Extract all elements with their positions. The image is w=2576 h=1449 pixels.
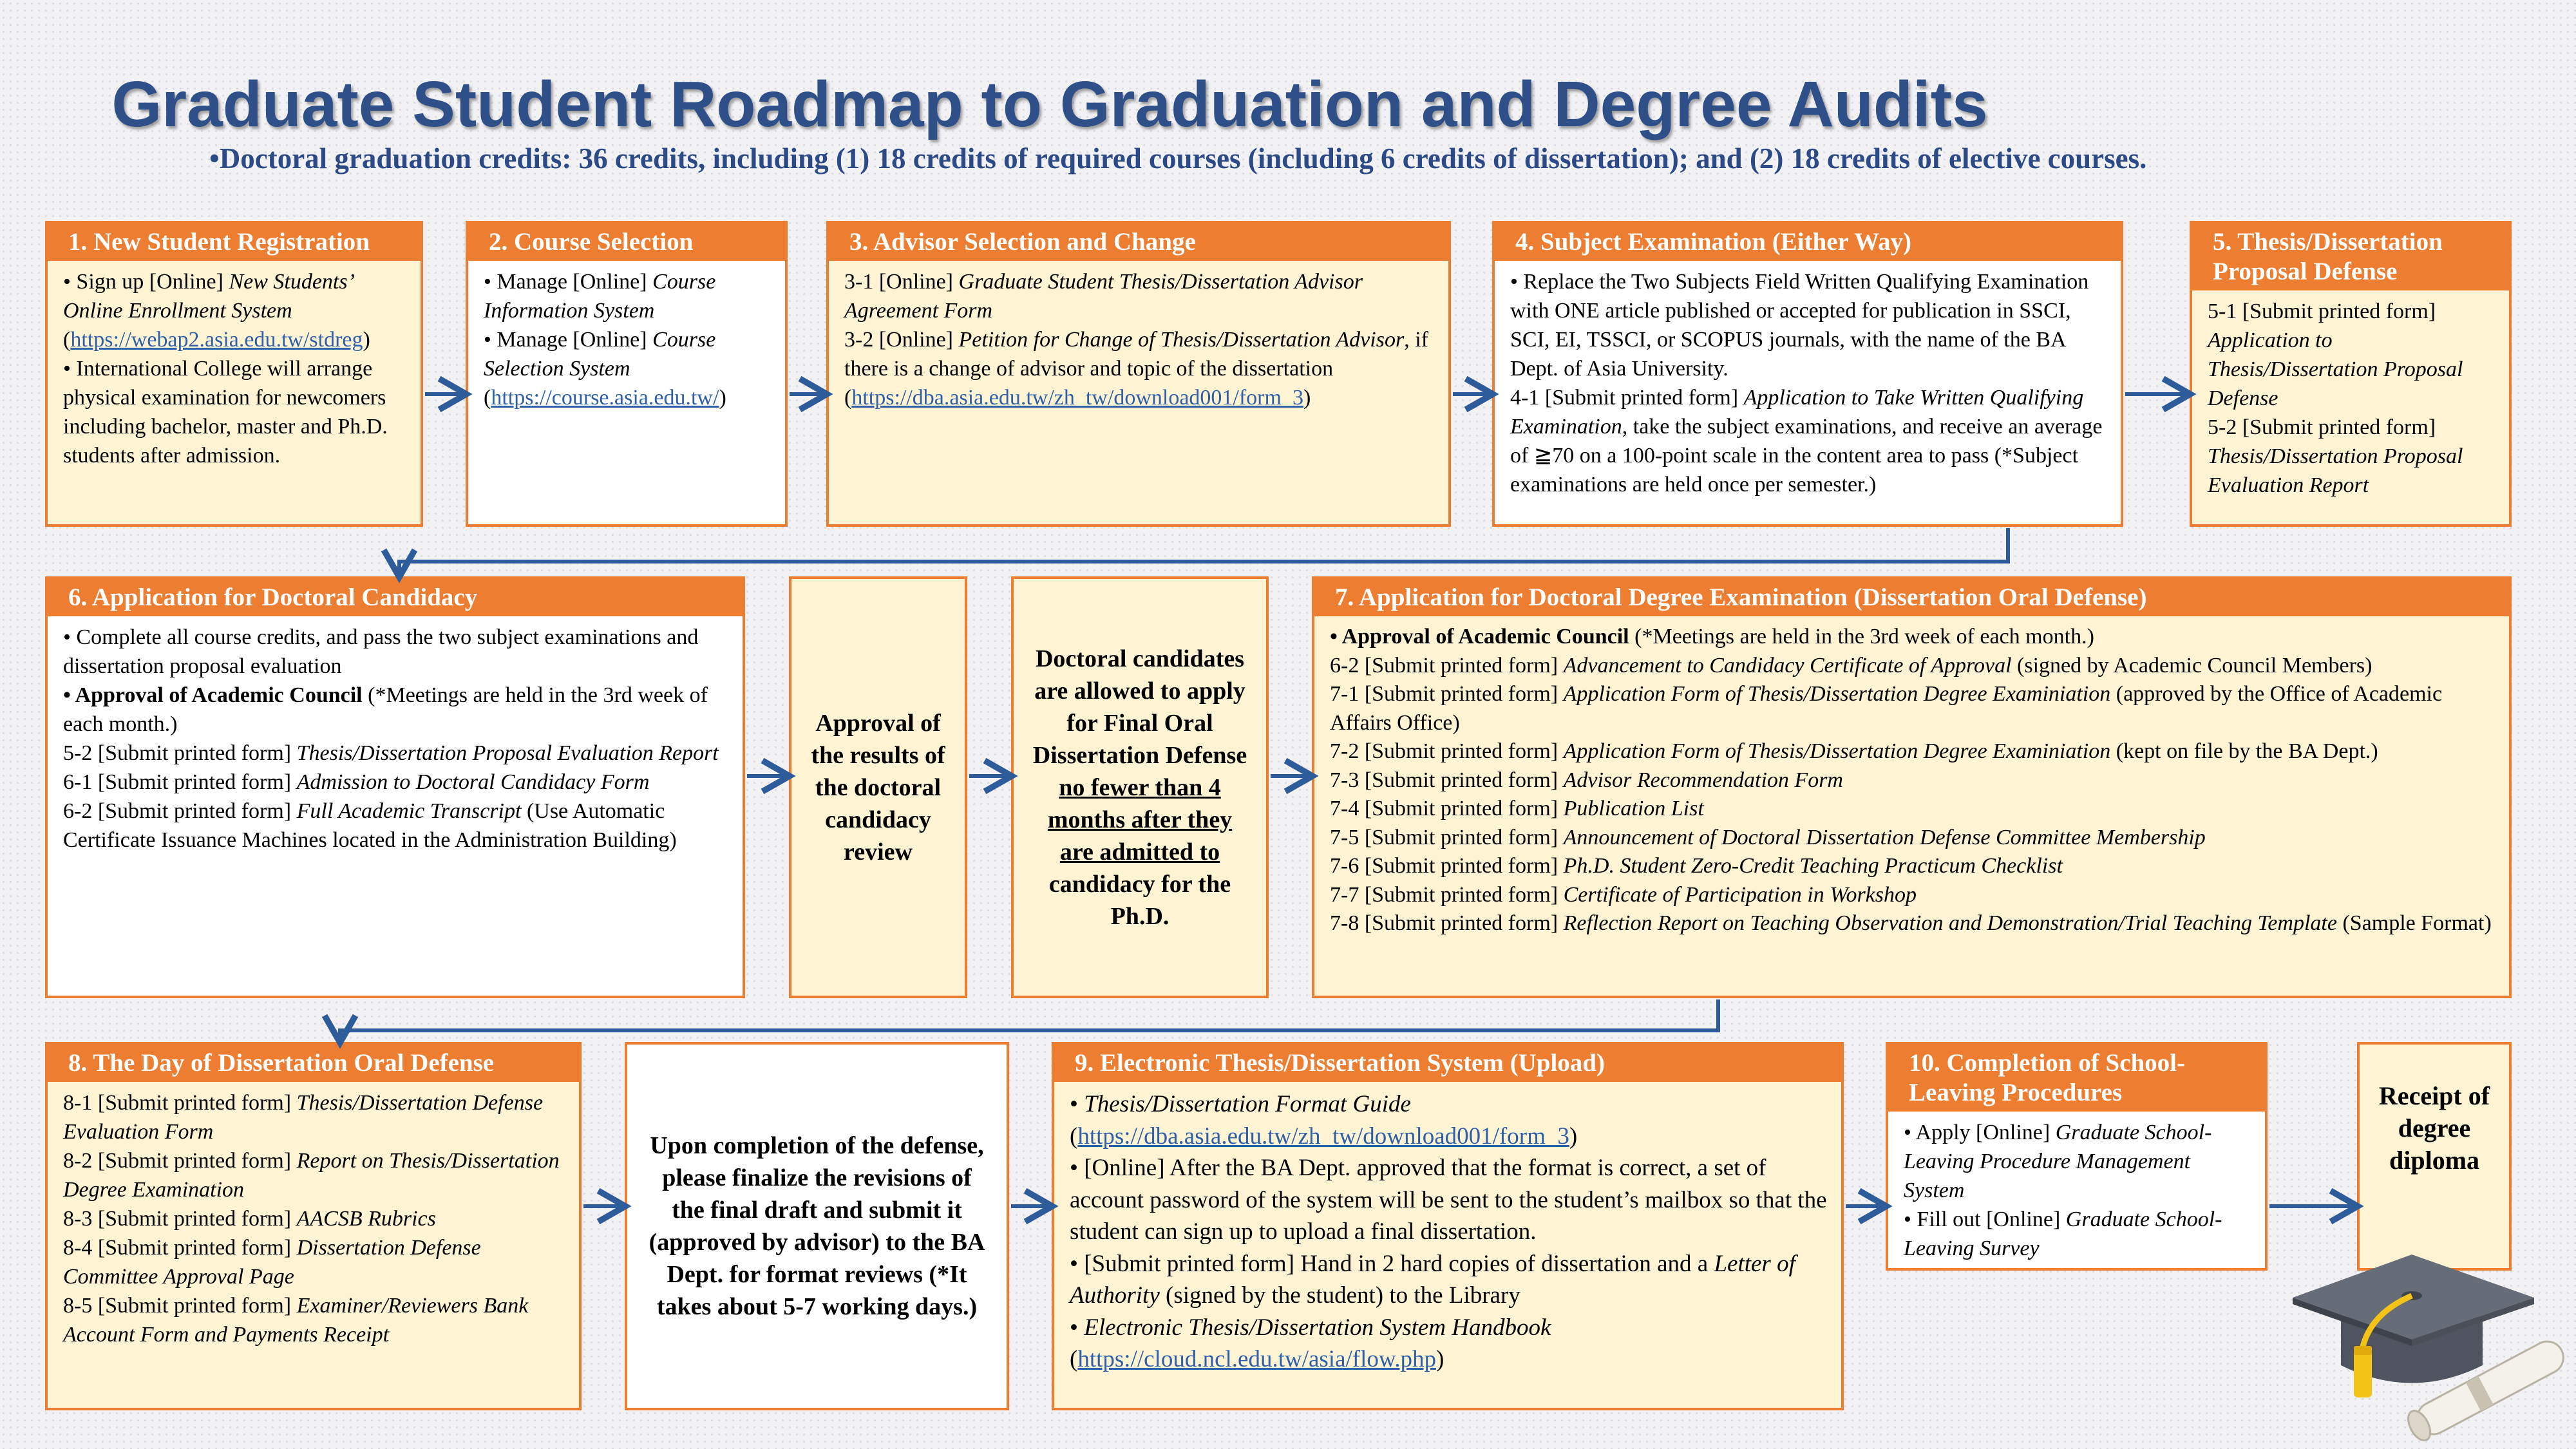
step-8-header: 8. The Day of Dissertation Oral Defense [48,1045,579,1082]
graduation-cap-icon [2293,1255,2569,1444]
step-6-form-1: Thesis/Dissertation Proposal Evaluation Report [296,741,719,765]
step-1-line-2: • International College will arrange physical examination for newcomers including bachelor, master and Ph.D. students after admission. [63,357,388,468]
step-6-header: 6. Application for Doctoral Candidacy [48,579,743,616]
step-9-line-4-rest: (signed by the student) to the Library [1159,1282,1520,1309]
step-10-system: Graduate School-Leaving Procedure Management System [1904,1121,2212,1202]
step-7-line-2: 6-2 [Submit printed form] [1330,653,1564,677]
step-6-line-5-rest: (Use Automatic Certificate Issuance Machines located in the Administration Building) [63,799,677,852]
approval-results-text: Approval of the results of the doctoral candidacy review [811,709,945,866]
final-revision-text: Upon completion of the defense, please finalize the revisions of the final draft and submit it (approved by advisor) to the BA Dept. for format reviews (*It takes about 5-7 working days.) [649,1132,985,1320]
paren: ) [719,386,726,410]
step-8-form-4: Dissertation Defense Committee Approval Page [63,1236,481,1289]
step-7-line-3-rest: (approved by the Office of Academic Affairs Office) [1330,682,2443,735]
paren: ) [1569,1122,1578,1150]
arrow-row1-to-6 [399,528,2008,573]
step-7-line-3: 7-1 [Submit printed form] [1330,682,1564,706]
step-1-header: 1. New Student Registration [48,223,421,261]
candidacy-rule-emphasis: no fewer than 4 months after they are admitted to [1047,773,1233,866]
step-7-line-5: 7-3 [Submit printed form] [1330,768,1564,792]
step-8-line-3: 8-3 [Submit printed form] [63,1207,297,1231]
step-4-line-2-rest: , take the subject examinations, and receive an average of ≧70 on a 100-point scale in the content area to pass (*Subject examinations are held once per semester.) [1510,415,2103,497]
step-7-form-7-1: Application Form of Thesis/Dissertation Degree Examiniation [1563,682,2111,706]
bullet: • [1070,1091,1084,1117]
step-4-line-2: 4-1 [Submit printed form] [1510,386,1744,410]
step-9-line-3: • [Online] After the BA Dept. approved that the format is correct, a set of account password of the system will be sent to the student’s mailbox so that the student can sign up to upload a final dissertation. [1070,1155,1827,1245]
step-5-line-1: 5-1 [Submit printed form] [2208,299,2436,323]
step-7-form-7-3: Advisor Recommendation Form [1563,768,1843,792]
step-8-line-1: 8-1 [Submit printed form] [63,1091,297,1115]
step-9-letter: Letter of Authority [1070,1250,1795,1309]
paren: ( [484,386,491,410]
step-7-line-2-rest: (signed by Academic Council Members) [2011,653,2372,677]
step-8-form-3: AACSB Rubrics [296,1207,436,1231]
step-6-form-2: Admission to Doctoral Candidacy Form [296,770,650,794]
step-9-handbook: Electronic Thesis/Dissertation System Handbook [1084,1314,1551,1341]
step-4-line-1: • Replace the Two Subjects Field Written Qualifying Examination with ONE article published or accepted for publication in SSCI, SCI, EI, TSSCI, or SCOPUS journals, with the name of the BA Dept. of Asia University. [1510,270,2089,381]
arrow-row2-to-8 [340,999,1718,1039]
step-5-line-2: 5-2 [Submit printed form] [2208,415,2436,439]
step-7-form-7-5: Announcement of Doctoral Dissertation Defense Committee Membership [1563,825,2206,849]
step-1-link[interactable]: https://webap2.asia.edu.tw/stdreg [70,328,363,352]
step-9-link-1[interactable]: https://dba.asia.edu.tw/zh_tw/download001/form_3 [1077,1122,1569,1150]
step-7-line-10-rest: (Sample Format) [2336,911,2492,935]
step-1-system-name: New Students’ Online Enrollment System [63,270,353,323]
step-10-header: 10. Completion of School-Leaving Procedures [1888,1045,2265,1112]
step-4-form: Application to Take Written Qualifying Examination [1510,386,2084,439]
step-9-line-4: • [Submit printed form] Hand in 2 hard copies of dissertation and a [1070,1250,1714,1277]
paren: ( [1070,1122,1078,1150]
step-5-form-1: Application to Thesis/Dissertation Proposal Defense [2208,328,2463,410]
paren: ) [363,328,370,352]
step-8-form-5: Examiner/Reviewers Bank Account Form and Payments Receipt [63,1294,529,1347]
step-7-form-7-7: Certificate of Participation in Workshop [1563,882,1917,907]
step-10-survey: Graduate School-Leaving Survey [1904,1208,2222,1260]
step-6-line-4: 6-1 [Submit printed form] [63,770,297,794]
bullet: • [1070,1314,1084,1341]
step-8-form-1: Thesis/Dissertation Defense Evaluation Form [63,1091,544,1144]
step-5-form-2: Thesis/Dissertation Proposal Evaluation Report [2208,444,2463,497]
step-6-approval-note: (*Meetings are held in the 3rd week of each month.) [63,683,708,736]
step-3-form-1: Graduate Student Thesis/Dissertation Advisor Agreement Form [844,270,1363,323]
step-7-form-7-2: Application Form of Thesis/Dissertation Degree Examiniation [1563,739,2111,763]
step-7-form-7-8: Reflection Report on Teaching Observation and Demonstration/Trial Teaching Template [1563,911,2337,935]
step-8-line-4: 8-4 [Submit printed form] [63,1236,297,1260]
step-10-line-2: • Fill out [Online] [1904,1208,2066,1231]
diploma-text: Receipt of degree diploma [2378,1081,2490,1175]
step-7-line-4: 7-2 [Submit printed form] [1330,739,1564,763]
paren: ( [844,386,852,410]
step-5-header: 5. Thesis/Dissertation Proposal Defense [2192,223,2509,290]
step-7-approval: • Approval of Academic Council [1330,625,1629,649]
step-1-line-1: • Sign up [Online] [63,270,229,294]
step-9-format-guide: Thesis/Dissertation Format Guide [1084,1091,1411,1117]
step-6-form-3: Full Academic Transcript [296,799,522,823]
step-2-line-2: • Manage [Online] [484,328,653,352]
step-3-line-1: 3-1 [Online] [844,270,959,294]
step-4-header: 4. Subject Examination (Either Way) [1495,223,2121,261]
step-7-header: 7. Application for Doctoral Degree Examination (Dissertation Oral Defense) [1314,579,2509,616]
step-6-line-5: 6-2 [Submit printed form] [63,799,297,823]
step-9-link-2[interactable]: https://cloud.ncl.edu.tw/asia/flow.php [1077,1346,1436,1372]
candidacy-rule-part-3: candidacy for the Ph.D. [1048,870,1231,930]
step-7-line-4-rest: (kept on file by the BA Dept.) [2110,739,2378,763]
step-2-link[interactable]: https://course.asia.edu.tw/ [491,386,719,410]
step-3-header: 3. Advisor Selection and Change [829,223,1448,261]
step-3-line-2: 3-2 [Online] [844,328,959,352]
step-7-form-6-2: Advancement to Candidacy Certificate of Approval [1563,653,2012,677]
step-8-form-2: Report on Thesis/Dissertation Degree Examination [63,1149,560,1202]
step-8-line-2: 8-2 [Submit printed form] [63,1149,297,1173]
paren: ) [1303,386,1311,410]
step-6-line-1: • Complete all course credits, and pass the two subject examinations and dissertation proposal evaluation [63,625,699,678]
step-2-system-name-2: Course Selection System [484,328,716,381]
step-7-form-7-4: Publication List [1563,797,1704,820]
paren: ) [1435,1346,1444,1372]
candidacy-rule-part-1: Doctoral candidates are allowed to apply for Final Oral Dissertation Defense [1032,645,1247,769]
step-7-line-9: 7-7 [Submit printed form] [1330,882,1564,907]
step-2-line-1: • Manage [Online] [484,270,653,294]
step-3-line-2-rest: , if there is a change of advisor and topic of the dissertation [844,328,1428,381]
step-7-form-7-6: Ph.D. Student Zero-Credit Teaching Practicum Checklist [1563,854,2063,878]
step-3-form-2: Petition for Change of Thesis/Dissertation Advisor [958,328,1405,352]
step-2-header: 2. Course Selection [468,223,785,261]
step-2-system-name-1: Course Information System [484,270,716,323]
paren: ( [63,328,71,352]
page-title: Graduate Student Roadmap to Graduation and Degree Audits [111,68,1988,140]
step-6-line-3: 5-2 [Submit printed form] [63,741,297,765]
step-3-link[interactable]: https://dba.asia.edu.tw/zh_tw/download001/form_3 [851,386,1303,410]
paren: ( [1070,1346,1078,1372]
step-7-line-10: 7-8 [Submit printed form] [1330,911,1564,935]
step-8-line-5: 8-5 [Submit printed form] [63,1294,297,1318]
credits-note: •Doctoral graduation credits: 36 credits, including (1) 18 credits of required courses (including 6 credits of dissertation); and (2) 18 credits of elective courses. [209,142,2147,175]
step-7-approval-note: (*Meetings are held in the 3rd week of each month.) [1629,625,2094,649]
step-10-line-1: • Apply [Online] [1904,1121,2056,1144]
step-7-line-7: 7-5 [Submit printed form] [1330,825,1564,849]
step-9-header: 9. Electronic Thesis/Dissertation System (Upload) [1054,1045,1841,1082]
step-6-approval: • Approval of Academic Council [63,683,363,707]
step-7-line-6: 7-4 [Submit printed form] [1330,797,1564,820]
step-7-line-8: 7-6 [Submit printed form] [1330,854,1564,878]
